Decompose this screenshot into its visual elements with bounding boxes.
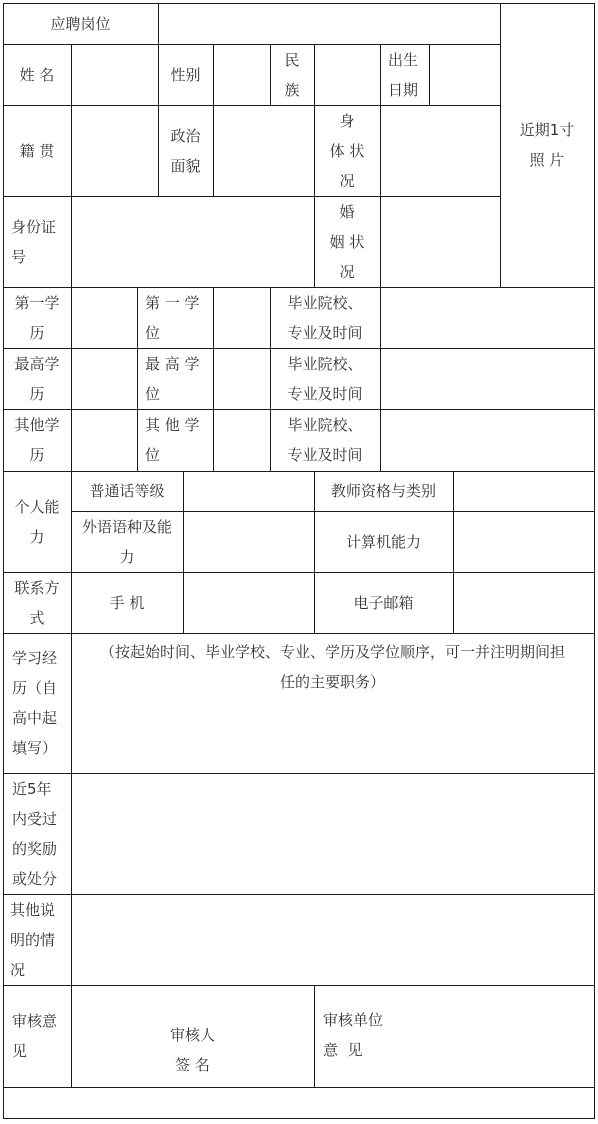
table-rule bbox=[3, 196, 500, 197]
table-rule bbox=[380, 287, 381, 472]
label-highest-education: 最高学 历 bbox=[14, 354, 60, 403]
label-ethnicity: 民 族 bbox=[284, 50, 300, 99]
table-rule bbox=[3, 1118, 595, 1119]
table-rule bbox=[3, 985, 595, 986]
label-birth-date: 出生 日期 bbox=[388, 50, 419, 99]
label-email: 电子邮箱 bbox=[353, 593, 414, 612]
table-rule bbox=[429, 44, 430, 106]
label-highest-degree: 最 高 学 位 bbox=[145, 354, 200, 403]
label-contact: 联系方 式 bbox=[14, 578, 60, 627]
table-rule bbox=[3, 1087, 595, 1088]
label-other-education: 其他学 历 bbox=[14, 416, 60, 464]
table-rule bbox=[183, 471, 184, 633]
label-photo: 近期1寸 照 片 bbox=[519, 121, 575, 169]
label-native-place: 籍 贯 bbox=[19, 141, 55, 160]
label-political-status: 政治 面貌 bbox=[170, 126, 201, 175]
label-awards: 近5年 内受过 的奖励 或处分 bbox=[12, 779, 58, 888]
label-other-school: 毕业院校、 专业及时间 bbox=[287, 416, 363, 464]
label-personal-ability: 个人能 力 bbox=[14, 497, 60, 546]
label-first-education: 第一学 历 bbox=[14, 293, 60, 342]
label-review-opinion: 审核意 见 bbox=[12, 1012, 58, 1060]
table-rule bbox=[3, 773, 595, 774]
label-marital-status: 婚 姻 状 况 bbox=[329, 202, 365, 281]
label-other-notes: 其他说 明的情 况 bbox=[10, 900, 56, 979]
label-highest-school: 毕业院校、 专业及时间 bbox=[287, 354, 363, 403]
label-review-unit: 审核单位 意 见 bbox=[323, 1011, 384, 1059]
table-rule bbox=[3, 894, 595, 895]
table-rule bbox=[213, 44, 214, 197]
label-health: 身 体 状 况 bbox=[329, 111, 365, 190]
study-history-note: （按起始时间、毕业学校、专业、学历及学位顺序，可一并注明期间担 任的主要职务） bbox=[99, 643, 565, 691]
table-rule bbox=[71, 44, 72, 288]
table-rule bbox=[213, 287, 214, 472]
label-mobile: 手 机 bbox=[109, 593, 145, 612]
label-other-degree: 其 他 学 位 bbox=[145, 416, 200, 464]
label-first-school: 毕业院校、 专业及时间 bbox=[287, 293, 363, 342]
label-first-degree: 第 一 学 位 bbox=[145, 293, 200, 342]
table-rule bbox=[594, 3, 595, 1119]
label-reviewer-signature: 审核人 签 名 bbox=[169, 1025, 215, 1074]
label-id-number: 身份证 号 bbox=[11, 217, 57, 266]
label-gender: 性别 bbox=[170, 65, 201, 84]
label-computer-skill: 计算机能力 bbox=[345, 532, 421, 551]
label-mandarin-level: 普通话等级 bbox=[89, 482, 165, 500]
label-name: 姓 名 bbox=[19, 65, 55, 84]
table-rule bbox=[3, 105, 500, 106]
label-position: 应聘岗位 bbox=[50, 14, 111, 33]
label-study-history: 学习经 历（自 高中起 填写） bbox=[12, 649, 58, 757]
label-foreign-language: 外语语种及能 力 bbox=[81, 517, 172, 566]
label-teacher-certificate: 教师资格与类别 bbox=[330, 482, 436, 500]
table-rule bbox=[453, 471, 454, 633]
